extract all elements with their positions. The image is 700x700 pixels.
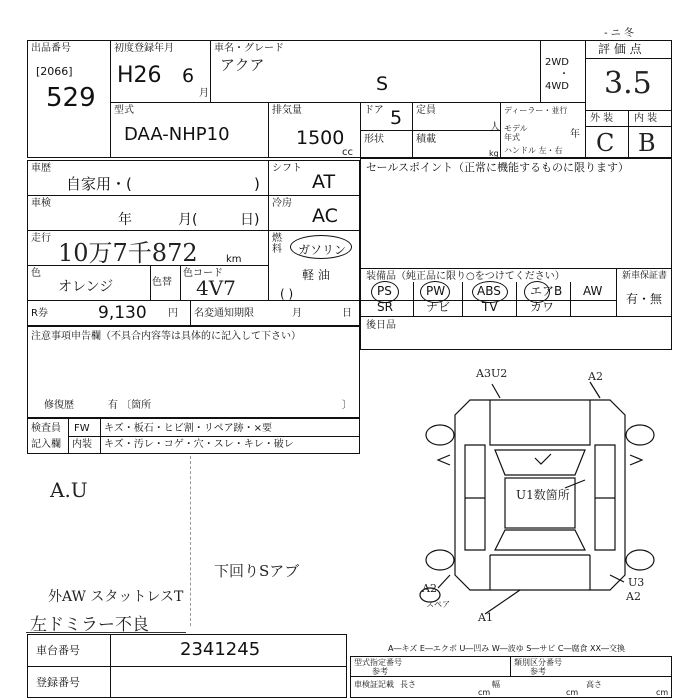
mark-u3: U3 bbox=[628, 576, 645, 589]
color-code-label: 色コード bbox=[183, 268, 223, 279]
first-reg-year: H26 bbox=[117, 63, 162, 88]
mark-u1: U1数箇所 bbox=[516, 488, 570, 502]
doors-value: 5 bbox=[390, 107, 403, 129]
name-change-day: 日 bbox=[342, 308, 352, 319]
len-cm: cm bbox=[478, 688, 491, 697]
sales-label: セールスポイント（正常に機能するものに限ります） bbox=[366, 161, 630, 174]
warranty-label: 新車保証書 bbox=[622, 271, 668, 281]
shape-label: 形状 bbox=[364, 134, 384, 145]
height-cm: cm bbox=[656, 688, 669, 697]
repair-label: 修復歴 bbox=[44, 400, 74, 411]
engine-label: 排気量 bbox=[272, 105, 302, 116]
repair-close: 〕 bbox=[342, 400, 352, 411]
recycle-unit: 円 bbox=[168, 308, 178, 319]
color-value: オレンジ bbox=[58, 279, 114, 295]
engine-value: 1500 bbox=[296, 127, 345, 149]
history-value: 自家用・( bbox=[66, 175, 132, 193]
height-label: 高さ bbox=[586, 680, 602, 689]
history-close: ) bbox=[254, 175, 260, 193]
fuel-label: 燃料 bbox=[272, 233, 282, 255]
mileage-value: 10万7千872 bbox=[58, 239, 198, 267]
equip-leather: カワ bbox=[530, 300, 555, 314]
color-code: 4V7 bbox=[196, 276, 236, 300]
name-change-month: 月 bbox=[292, 308, 302, 319]
mark-a2-right: A2 bbox=[626, 590, 641, 603]
color-change-label: 色替 bbox=[152, 277, 172, 288]
model-value: DAA-NHP10 bbox=[124, 124, 230, 145]
inspector-label2: 記入欄 bbox=[31, 439, 61, 450]
drive-4wd: 4WD bbox=[545, 81, 569, 92]
class-label: 類別区分番号 bbox=[514, 658, 562, 667]
mark-a3u2: A3U2 bbox=[476, 367, 508, 380]
doors-label: ドア bbox=[364, 105, 384, 116]
equipment-label: 装備品（純正品に限り○をつけてください） bbox=[366, 271, 565, 282]
inspector-in: 内装 bbox=[72, 439, 92, 450]
lot-label: 出品番号 bbox=[31, 43, 71, 54]
inspection-label: 車検 bbox=[31, 198, 51, 209]
model-year-unit: 年 bbox=[570, 129, 580, 140]
car-name-label: 車名・グレード bbox=[214, 43, 284, 54]
score-label: 評 価 点 bbox=[598, 42, 642, 56]
inspector-fw: FW bbox=[74, 423, 90, 434]
shift-value: AT bbox=[312, 171, 336, 193]
shift-label: シフト bbox=[272, 163, 302, 174]
repair-value: 有 〔箇所 bbox=[108, 400, 152, 411]
cert-label: 車検証記載 bbox=[354, 680, 394, 689]
equip-navi: ナビ bbox=[426, 300, 451, 314]
note-aw-studless: 外AW スタットレスT bbox=[48, 589, 184, 605]
aircon-value: AC bbox=[312, 205, 338, 227]
corner-mark: - ニ 冬 bbox=[604, 28, 634, 39]
equip-airbag: エアB bbox=[530, 284, 563, 298]
mark-spare: スペア bbox=[426, 600, 450, 609]
fuel-other: ( ) bbox=[280, 287, 294, 301]
lot-number: 529 bbox=[46, 83, 96, 113]
class-ref: 参考 bbox=[530, 667, 546, 676]
equip-sr: SR bbox=[377, 300, 393, 314]
car-name: アクア bbox=[220, 56, 265, 74]
score-ext: C bbox=[596, 129, 615, 157]
model-year-a: モデル bbox=[504, 124, 528, 133]
right-info-block bbox=[360, 158, 672, 350]
designate-label: 型式指定番号 bbox=[354, 658, 402, 667]
name-change-label: 名変通知期限 bbox=[194, 308, 254, 319]
history-label: 車歴 bbox=[31, 163, 51, 174]
first-reg-unit: 月 bbox=[199, 88, 209, 99]
warranty-value: 有・無 bbox=[626, 292, 663, 306]
len-label: 長さ bbox=[400, 680, 416, 689]
inspector-in-items: キズ・汚レ・コゲ・穴・スレ・キレ・破レ bbox=[104, 439, 294, 450]
chassis-value: 2341245 bbox=[180, 639, 261, 660]
mileage-unit: km bbox=[226, 254, 242, 265]
fuel-gasoline: ガソリン bbox=[298, 243, 347, 257]
mark-a2-top: A2 bbox=[588, 370, 603, 383]
equip-ps: PS bbox=[377, 284, 392, 298]
model-year-b: 年式 bbox=[504, 133, 520, 142]
lot-code: [2066] bbox=[36, 65, 73, 78]
equip-abs: ABS bbox=[477, 284, 501, 298]
mileage-label: 走行 bbox=[31, 233, 51, 244]
score-ext-label: 外 装 bbox=[590, 113, 614, 124]
mark-a1: A1 bbox=[478, 611, 493, 624]
score-int: B bbox=[638, 129, 656, 157]
equip-aw: AW bbox=[583, 284, 603, 298]
recycle-label: R券 bbox=[31, 308, 48, 319]
mark-a2-left: A2 bbox=[422, 582, 437, 595]
score-int-label: 内 装 bbox=[634, 113, 658, 124]
notes-label: 注意事項申告欄（不具合内容等は具体的に記入して下さい） bbox=[31, 331, 301, 342]
width-label: 幅 bbox=[492, 680, 500, 689]
damage-legend: A―キズ E―エクボ U―凹み W―波ゆ S―サビ C―腐食 XX―交換 bbox=[388, 644, 626, 653]
fuel-gasoline-circle bbox=[290, 235, 352, 259]
engine-unit: cc bbox=[342, 147, 353, 158]
note-underbody: 下回りSアブ bbox=[214, 562, 300, 580]
inspector-label1: 検査員 bbox=[31, 423, 61, 434]
dealer-label: ディーラー・並行 bbox=[504, 106, 568, 115]
note-mirror: 左ドミラー不良 bbox=[30, 615, 149, 635]
load-label: 積載 bbox=[416, 134, 436, 145]
registration-label: 登録番号 bbox=[36, 676, 80, 689]
inspection-day: 日) bbox=[240, 212, 260, 228]
chassis-label: 車台番号 bbox=[36, 644, 80, 657]
fuel-diesel: 軽 油 bbox=[302, 268, 330, 282]
inspection-year: 年 bbox=[118, 212, 132, 228]
car-grade: S bbox=[376, 73, 389, 95]
designate-ref: 参考 bbox=[372, 667, 388, 676]
inspection-month: 月( bbox=[178, 212, 198, 228]
score-value: 3.5 bbox=[604, 66, 652, 101]
load-unit: kg bbox=[489, 149, 499, 158]
handle-side: ハンドル 左・右 bbox=[504, 146, 563, 155]
capacity-unit: 人 bbox=[490, 122, 500, 133]
drive-2wd: 2WD bbox=[545, 57, 569, 68]
inspector-fw-items: キズ・板石・ヒビ割・リペア跡・×要 bbox=[104, 423, 272, 434]
note-au: A.U bbox=[50, 478, 88, 502]
rear-label: 後日品 bbox=[366, 320, 396, 331]
aircon-label: 冷房 bbox=[272, 198, 292, 209]
recycle-value: 9,130 bbox=[98, 303, 147, 323]
model-label: 型式 bbox=[114, 105, 134, 116]
color-label: 色 bbox=[31, 268, 41, 279]
width-cm: cm bbox=[566, 688, 579, 697]
first-reg-label: 初度登録年月 bbox=[114, 43, 174, 54]
first-reg-month: 6 bbox=[182, 65, 195, 87]
drive-dot: ・ bbox=[559, 69, 569, 80]
equip-tv: TV bbox=[482, 300, 498, 314]
capacity-label: 定員 bbox=[416, 105, 436, 116]
equip-pw: PW bbox=[426, 284, 446, 298]
